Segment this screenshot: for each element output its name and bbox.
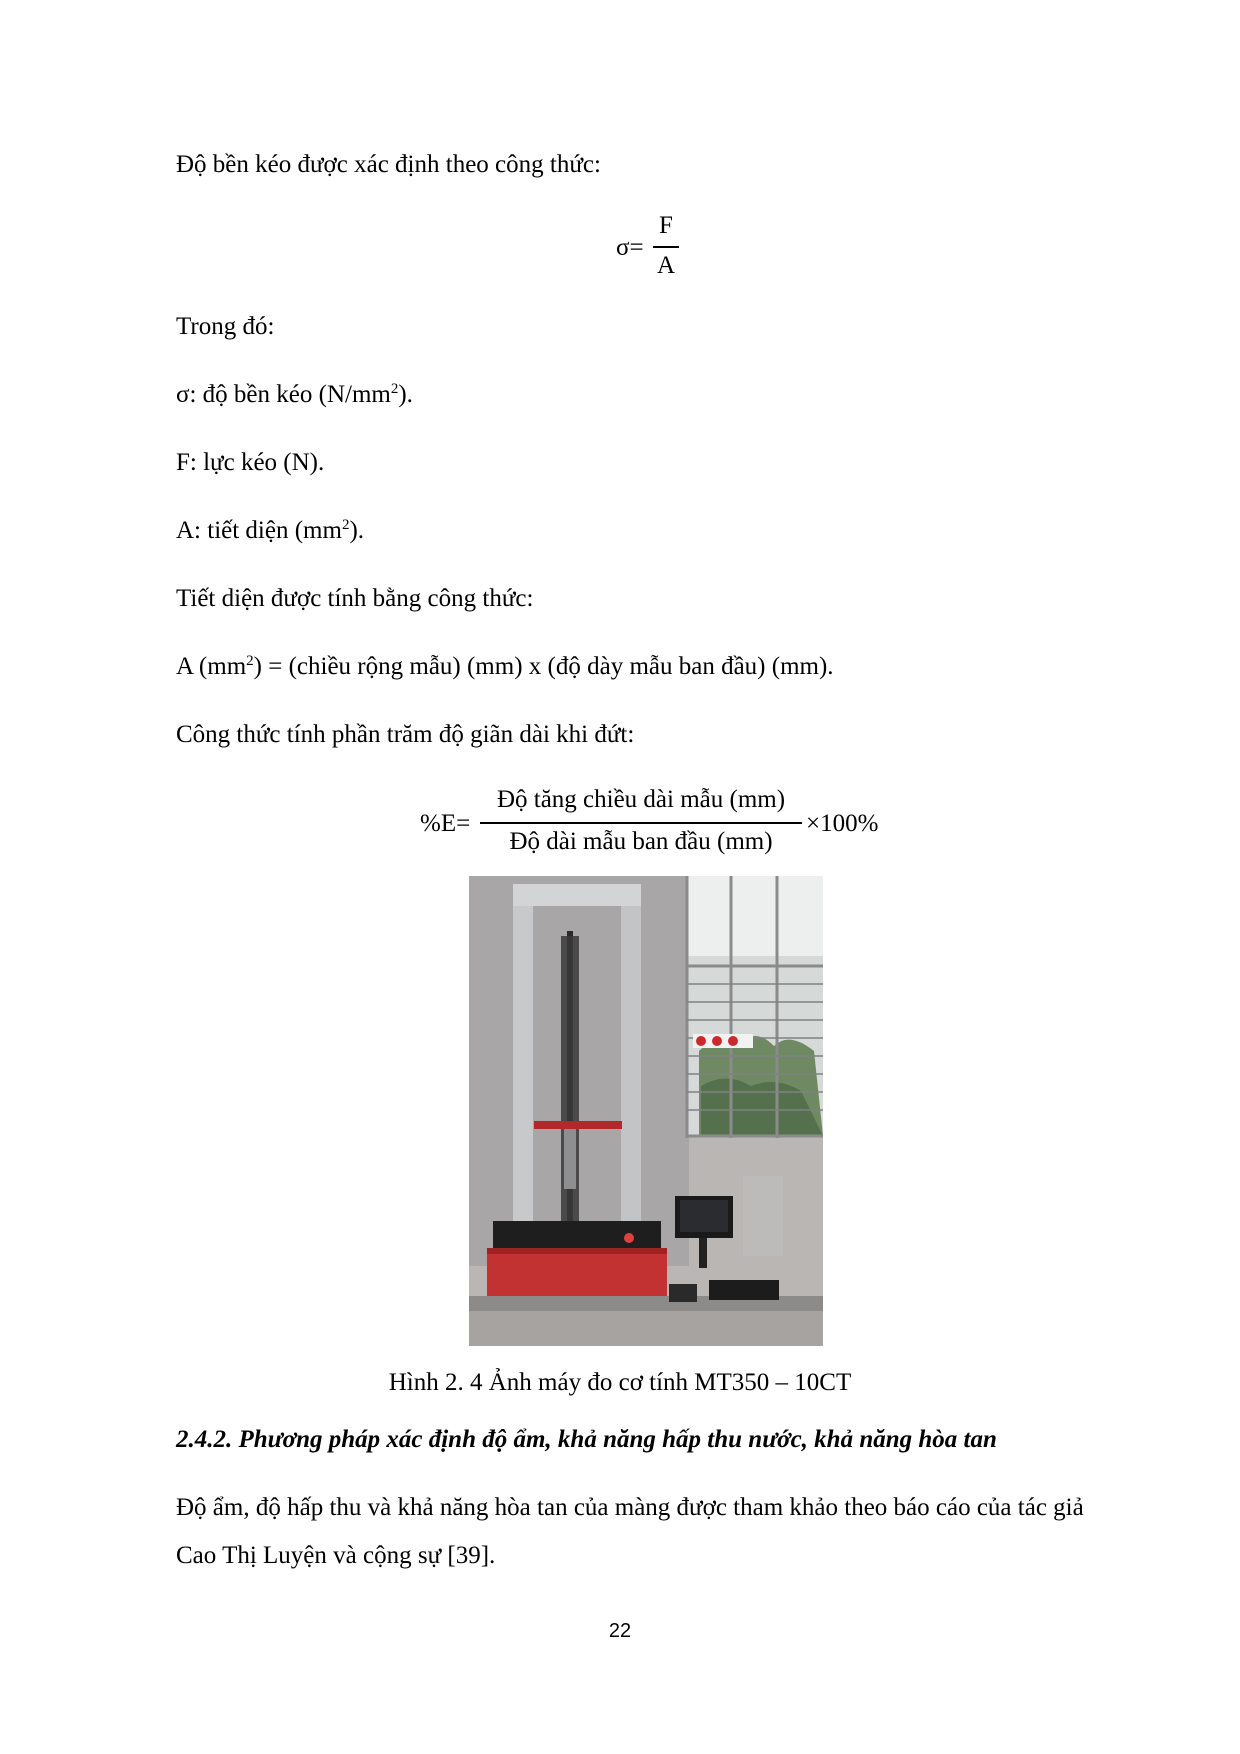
figure-caption: Hình 2. 4 Ảnh máy đo cơ tính MT350 – 10CT xyxy=(388,1369,852,1396)
page-number: 22 xyxy=(608,1620,632,1642)
section-body: Độ ẩm, độ hấp thu và khả năng hòa tan của màng được tham khảo theo báo cáo của tác giả Cao Thị Luyện và cộng sự [39]. xyxy=(176,1494,1084,1569)
sigma-formula-lhs: σ= xyxy=(616,234,644,261)
sigma-formula-denominator: A xyxy=(656,252,676,279)
sigma-definition-end: ). xyxy=(398,381,413,408)
fraction-bar xyxy=(480,822,802,824)
force-definition: F: lực kéo (N). xyxy=(176,449,325,476)
fraction-bar xyxy=(653,246,679,248)
where-paragraph: Trong đó: xyxy=(176,313,275,340)
superscript: 2 xyxy=(341,517,350,533)
area-definition-text: A: tiết diện (mm xyxy=(176,517,342,544)
intro-paragraph: Độ bền kéo được xác định theo công thức: xyxy=(176,151,601,178)
sigma-formula-numerator: F xyxy=(659,212,673,239)
area-formula-end: ) = (chiều rộng mẫu) (mm) x (độ dày mẫu ban đầu) (mm). xyxy=(253,653,834,680)
section-heading: 2.4.2. Phương pháp xác định độ ẩm, khả năng hấp thu nước, khả năng hòa tan xyxy=(176,1426,997,1453)
elongation-formula xyxy=(420,786,880,866)
superscript: 2 xyxy=(246,653,254,669)
area-formula xyxy=(176,652,834,682)
tensile-testing-machine-photo xyxy=(469,876,823,1346)
elongation-intro: Công thức tính phần trăm độ giãn dài khi đứt: xyxy=(176,721,635,748)
elongation-formula-lhs: %E= xyxy=(420,810,471,837)
area-formula-start: A (mm xyxy=(176,653,247,680)
sigma-formula xyxy=(616,212,726,284)
elongation-formula-rhs: ×100% xyxy=(806,810,879,837)
sigma-definition xyxy=(176,380,413,410)
superscript: 2 xyxy=(390,381,399,397)
area-definition-end: ). xyxy=(349,517,365,544)
area-intro: Tiết diện được tính bằng công thức: xyxy=(176,585,534,612)
elongation-formula-numerator: Độ tăng chiều dài mẫu (mm) xyxy=(496,786,786,813)
sigma-definition-text: σ: độ bền kéo (N/mm xyxy=(176,381,391,408)
elongation-formula-denominator: Độ dài mẫu ban đầu (mm) xyxy=(509,828,773,855)
area-definition xyxy=(176,516,364,546)
